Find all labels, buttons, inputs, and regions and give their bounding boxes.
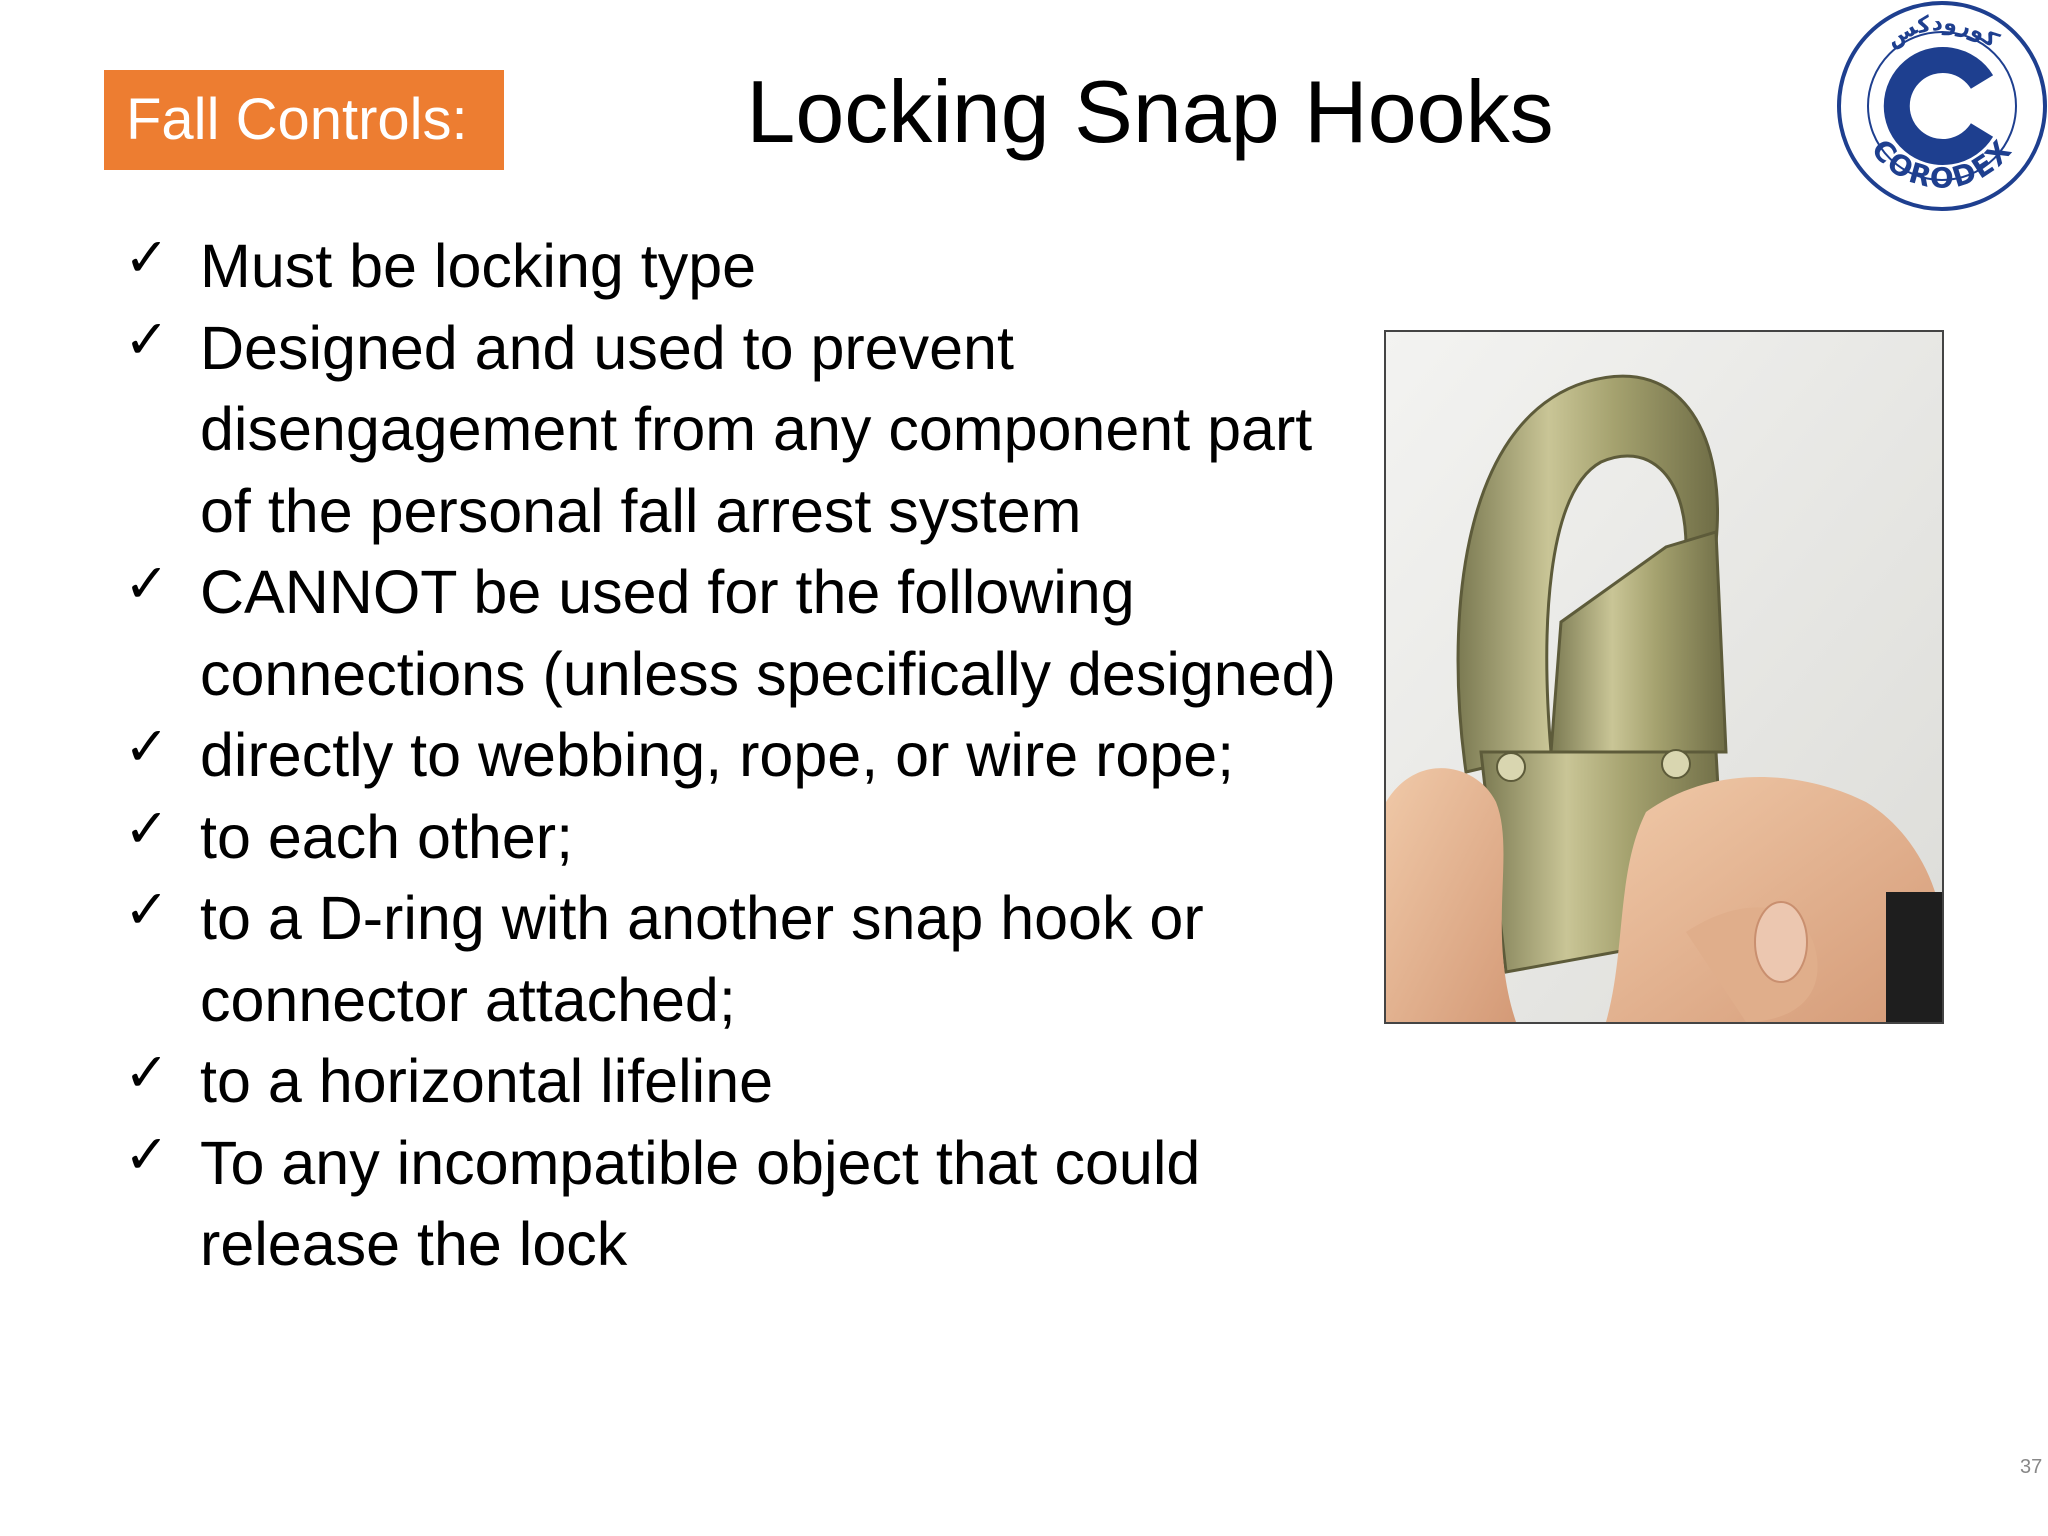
- page-number: 37: [2020, 1456, 2043, 1478]
- bullet-item: [120, 715, 1370, 797]
- bullet-text: to a horizontal lifeline: [200, 1047, 774, 1115]
- bullet-item: [120, 226, 1370, 308]
- logo-latin-text: CORODEX: [1864, 132, 2020, 195]
- checkmark-icon: ✓: [124, 554, 170, 614]
- bullet-text: to each other;: [200, 802, 574, 871]
- bullet-item: [120, 878, 1370, 1041]
- bullet-item: [120, 1123, 1370, 1286]
- checkmark-icon: ✓: [124, 1043, 170, 1103]
- bullet-text: Must be locking type: [200, 232, 757, 300]
- bullet-text: Designed and used to prevent disengagement from any component part of the personal fall arrest system: [200, 313, 1313, 545]
- checkmark-icon: ✓: [124, 880, 170, 940]
- bullet-text: directly to webbing, rope, or wire rope;: [200, 721, 1235, 789]
- bullet-text: To any incompatible object that could release the lock: [200, 1128, 1201, 1278]
- logo-arabic-text: كورودكس: [1882, 10, 2004, 54]
- snap-hook-illustration: [1386, 332, 1942, 1022]
- bullet-item: [120, 308, 1370, 553]
- corodex-logo: [1836, 0, 2048, 212]
- checkmark-icon: ✓: [124, 309, 170, 370]
- slide-title: Locking Snap Hooks: [746, 62, 1554, 161]
- bullet-text: CANNOT be used for the following connections (unless specifically designed): [200, 558, 1336, 708]
- bullet-item: [120, 1041, 1370, 1123]
- bullet-list: [120, 226, 1370, 1286]
- checkmark-icon: ✓: [124, 228, 170, 288]
- bullet-text: to a D-ring with another snap hook or connector attached;: [200, 884, 1204, 1034]
- checkmark-icon: ✓: [124, 798, 170, 859]
- bullet-item: [120, 552, 1370, 715]
- snap-hook-photo: [1384, 330, 1944, 1024]
- section-tag: Fall Controls:: [104, 70, 504, 170]
- checkmark-icon: ✓: [124, 717, 170, 777]
- checkmark-icon: ✓: [124, 1124, 170, 1185]
- bullet-item: [120, 797, 1370, 879]
